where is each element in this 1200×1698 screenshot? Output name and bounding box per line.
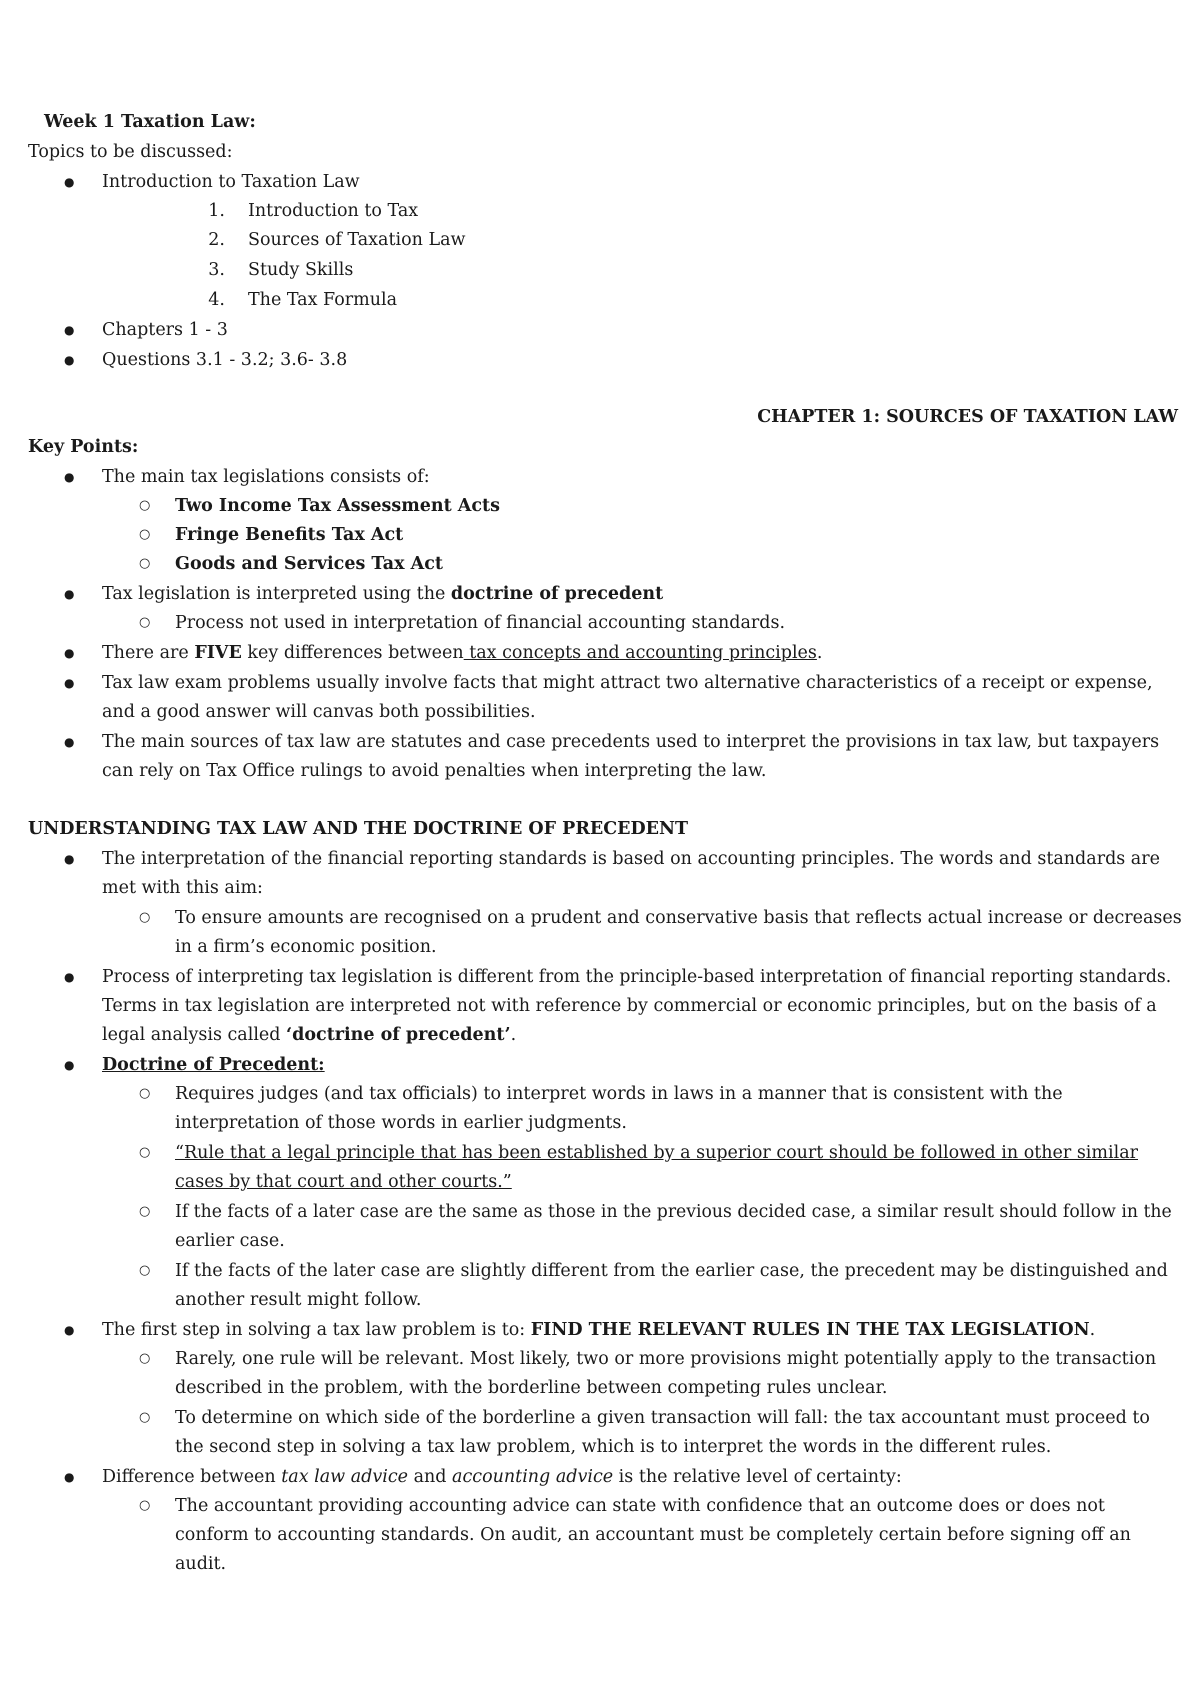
doctrine-label: Doctrine of Precedent: bbox=[102, 1055, 325, 1075]
paragraph bbox=[102, 1465, 902, 1489]
legislation-item: Two Income Tax Assessment Acts bbox=[175, 496, 500, 516]
legislation-item: Fringe Benefits Tax Act bbox=[175, 525, 404, 545]
quote-line-continued: cases by that court and other courts.” bbox=[175, 1172, 512, 1192]
sub-point: To ensure amounts are recognised on a prudent and conservative basis that reflects actual increase or decreases bbox=[175, 908, 1182, 928]
chapter-heading: CHAPTER 1: SOURCES OF TAXATION LAW bbox=[757, 407, 1178, 427]
text-run-bold: FIVE bbox=[194, 643, 242, 663]
text-run-bold: FIND THE RELEVANT RULES IN THE TAX LEGISLATION bbox=[530, 1320, 1090, 1340]
sub-point: If the facts of the later case are slightly different from the earlier case, the precedent may be distinguished and bbox=[175, 1261, 1168, 1281]
key-point-continued: and a good answer will canvas both possibilities. bbox=[102, 702, 536, 722]
circle-bullet-icon: ○ bbox=[139, 1498, 151, 1513]
list-number: 3. bbox=[208, 260, 225, 280]
text-run: and bbox=[408, 1467, 453, 1487]
paragraph: The interpretation of the financial reporting standards is based on accounting principles. The words and standards are bbox=[102, 849, 1160, 869]
text-run: Tax legislation is interpreted using the bbox=[102, 584, 451, 604]
bullet-icon: ● bbox=[64, 646, 75, 660]
bullet-icon: ● bbox=[64, 676, 75, 690]
bullet-icon: ● bbox=[64, 1323, 75, 1337]
text-run: There are bbox=[102, 643, 195, 663]
section-heading: UNDERSTANDING TAX LAW AND THE DOCTRINE OF PRECEDENT bbox=[28, 819, 689, 839]
bullet-icon: ● bbox=[64, 1058, 75, 1072]
key-point: Tax law exam problems usually involve facts that might attract two alternative characteristics of a receipt or expense, bbox=[102, 673, 1153, 693]
paragraph-continued: Terms in tax legislation are interpreted not with reference by commercial or economic principles, but on the basis of a bbox=[102, 996, 1157, 1016]
sub-point-continued: in a firm’s economic position. bbox=[175, 937, 437, 957]
circle-bullet-icon: ○ bbox=[139, 910, 151, 925]
sub-point-continued: conform to accounting standards. On audit, an accountant must be completely certain before signing off an bbox=[175, 1525, 1131, 1545]
bullet-icon: ● bbox=[64, 587, 75, 601]
key-point-sub: Process not used in interpretation of financial accounting standards. bbox=[175, 613, 786, 633]
key-points-label: Key Points: bbox=[28, 437, 139, 457]
text-run: legal analysis called bbox=[102, 1025, 287, 1045]
circle-bullet-icon: ○ bbox=[139, 556, 151, 571]
text-run: . bbox=[816, 643, 823, 663]
paragraph: Process of interpreting tax legislation is different from the principle-based interpretation of financial reporting standards. bbox=[102, 967, 1172, 987]
bullet-icon: ● bbox=[64, 852, 75, 866]
sub-point-continued: earlier case. bbox=[175, 1231, 285, 1251]
text-run: . bbox=[510, 1025, 517, 1045]
topic-sub-item: Introduction to Tax bbox=[248, 201, 419, 221]
circle-bullet-icon: ○ bbox=[139, 1263, 151, 1278]
circle-bullet-icon: ○ bbox=[139, 1145, 151, 1160]
key-point: The main tax legislations consists of: bbox=[102, 467, 430, 487]
document-title: Week 1 Taxation Law: bbox=[44, 112, 256, 132]
paragraph bbox=[102, 1318, 1095, 1342]
key-point bbox=[102, 641, 822, 665]
quote-line: “Rule that a legal principle that has been established by a superior court should be followed in other similar bbox=[175, 1143, 1138, 1163]
sub-point-continued: the second step in solving a tax law problem, which is to interpret the words in the different rules. bbox=[175, 1437, 1052, 1457]
topics-label: Topics to be discussed: bbox=[28, 142, 233, 162]
bullet-icon: ● bbox=[64, 470, 75, 484]
topic-sub-item: Sources of Taxation Law bbox=[248, 230, 466, 250]
key-point-continued: can rely on Tax Office rulings to avoid penalties when interpreting the law. bbox=[102, 761, 767, 781]
text-run-bold: ‘doctrine of precedent’ bbox=[286, 1025, 511, 1045]
paragraph-continued bbox=[102, 1023, 516, 1047]
topic-sub-item: Study Skills bbox=[248, 260, 354, 280]
key-point: The main sources of tax law are statutes and case precedents used to interpret the provisions in tax law, but taxpayers bbox=[102, 732, 1160, 752]
sub-point-continued: described in the problem, with the borderline between competing rules unclear. bbox=[175, 1378, 888, 1398]
text-run-italic: tax law advice bbox=[281, 1467, 408, 1487]
text-run-underline: tax concepts and accounting principles bbox=[463, 643, 817, 663]
sub-point: The accountant providing accounting advice can state with confidence that an outcome does or does not bbox=[175, 1496, 1105, 1516]
topic-questions: Questions 3.1 - 3.2; 3.6- 3.8 bbox=[102, 350, 348, 370]
text-run: key differences between bbox=[241, 643, 464, 663]
list-number: 2. bbox=[208, 230, 225, 250]
sub-point-continued: audit. bbox=[175, 1554, 227, 1574]
text-run: Difference between bbox=[102, 1467, 282, 1487]
topic-sub-item: The Tax Formula bbox=[248, 290, 398, 310]
sub-point-continued: another result might follow. bbox=[175, 1290, 422, 1310]
legislation-item: Goods and Services Tax Act bbox=[175, 554, 443, 574]
circle-bullet-icon: ○ bbox=[139, 1204, 151, 1219]
bullet-icon: ● bbox=[64, 175, 75, 189]
topic-intro: Introduction to Taxation Law bbox=[102, 172, 360, 192]
sub-point: If the facts of a later case are the same as those in the previous decided case, a similar result should follow in the bbox=[175, 1202, 1172, 1222]
sub-point: Rarely, one rule will be relevant. Most likely, two or more provisions might potentially apply to the transaction bbox=[175, 1349, 1157, 1369]
list-number: 1. bbox=[208, 201, 225, 221]
bullet-icon: ● bbox=[64, 735, 75, 749]
list-number: 4. bbox=[208, 290, 225, 310]
text-run: is the relative level of certainty: bbox=[613, 1467, 902, 1487]
circle-bullet-icon: ○ bbox=[139, 1410, 151, 1425]
topic-chapters: Chapters 1 - 3 bbox=[102, 320, 228, 340]
bullet-icon: ● bbox=[64, 1470, 75, 1484]
bullet-icon: ● bbox=[64, 323, 75, 337]
circle-bullet-icon: ○ bbox=[139, 615, 151, 630]
sub-point: To determine on which side of the borderline a given transaction will fall: the tax accountant must proceed to bbox=[175, 1408, 1150, 1428]
key-point bbox=[102, 582, 663, 606]
text-run-italic: accounting advice bbox=[452, 1467, 614, 1487]
circle-bullet-icon: ○ bbox=[139, 498, 151, 513]
circle-bullet-icon: ○ bbox=[139, 1086, 151, 1101]
text-run: The first step in solving a tax law problem is to: bbox=[102, 1320, 531, 1340]
sub-point: Requires judges (and tax officials) to interpret words in laws in a manner that is consistent with the bbox=[175, 1084, 1063, 1104]
sub-point-continued: interpretation of those words in earlier judgments. bbox=[175, 1113, 627, 1133]
text-run-bold: doctrine of precedent bbox=[450, 584, 664, 604]
circle-bullet-icon: ○ bbox=[139, 1351, 151, 1366]
bullet-icon: ● bbox=[64, 970, 75, 984]
circle-bullet-icon: ○ bbox=[139, 527, 151, 542]
paragraph-continued: met with this aim: bbox=[102, 878, 263, 898]
text-run: . bbox=[1089, 1320, 1096, 1340]
bullet-icon: ● bbox=[64, 353, 75, 367]
